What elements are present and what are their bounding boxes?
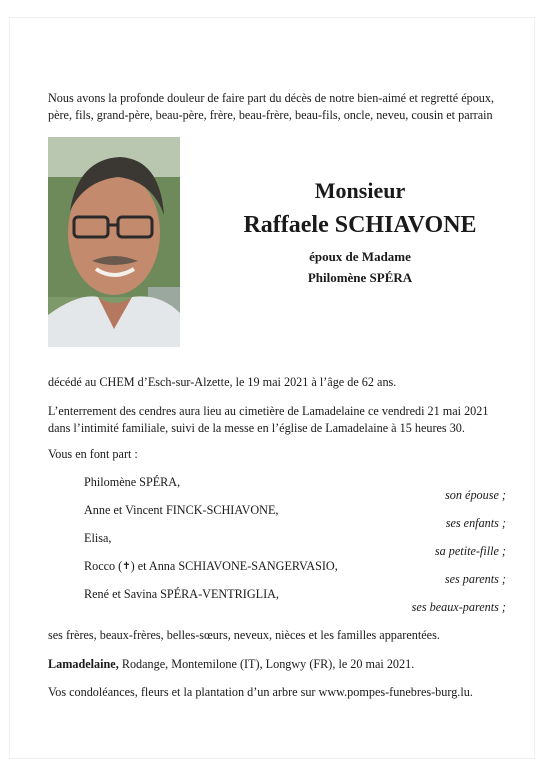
mourner-name [84, 559, 338, 574]
title-honorific: Monsieur [314, 178, 406, 203]
mourner-name-part: ) et Anna SCHIAVONE-SANGERVASIO, [130, 559, 338, 573]
mourner-name: Anne et Vincent FINCK-SCHIAVONE, [84, 503, 279, 517]
deceased-cross-icon: ✝ [122, 561, 131, 572]
mourner-name: Philomène SPÉRA, [84, 475, 181, 489]
mourner-name: Elisa, [84, 531, 112, 545]
spouse-line-1: époux de Madame [309, 249, 411, 264]
condolences-note: Vos condoléances, fleurs et la plantation d’un arbre sur www.pompes-funebres-burg.lu. [48, 685, 473, 699]
place-rest: Rodange, Montemilone (IT), Longwy (FR), le 20 mai 2021. [118, 657, 415, 671]
mourner-relation: ses beaux-parents ; [411, 600, 506, 614]
mourner-name: René et Savina SPÉRA-VENTRIGLIA, [84, 587, 279, 601]
mourner-relation: sa petite-fille ; [434, 544, 506, 558]
mourner-relation: son épouse ; [445, 488, 506, 502]
mourner-relation: ses parents ; [444, 572, 506, 586]
intro-text: Nous avons la profonde douleur de faire part du décès de notre bien-aimé et regretté époux, père, fils, grand-père, beau-père, frère, beau-frère, beau-fils, oncle, neveu, cousin et parrain [48, 91, 495, 122]
death-notice: décédé au CHEM d’Esch-sur-Alzette, le 19 mai 2021 à l’âge de 62 ans. [48, 375, 397, 389]
mourner-relation: ses enfants ; [445, 516, 506, 530]
spouse-line-2: Philomène SPÉRA [307, 270, 413, 285]
funeral-details: L’enterrement des cendres aura lieu au cimetière de Lamadelaine ce vendredi 21 mai 2021 dans l’intimité familiale, suivi de la messe en l’église de Lamadelaine à 15 heures 30. [48, 404, 489, 435]
mourner-name-part: Rocco ( [84, 559, 123, 573]
extended-family: ses frères, beaux-frères, belles-sœurs, neveux, nièces et les familles apparentées. [48, 628, 440, 642]
portrait-photo [48, 137, 180, 347]
announce-label: Vous en font part : [48, 447, 138, 461]
place-primary: Lamadelaine, [48, 657, 119, 671]
place-date-line [48, 656, 508, 673]
deceased-name: Raffaele SCHIAVONE [243, 212, 477, 238]
